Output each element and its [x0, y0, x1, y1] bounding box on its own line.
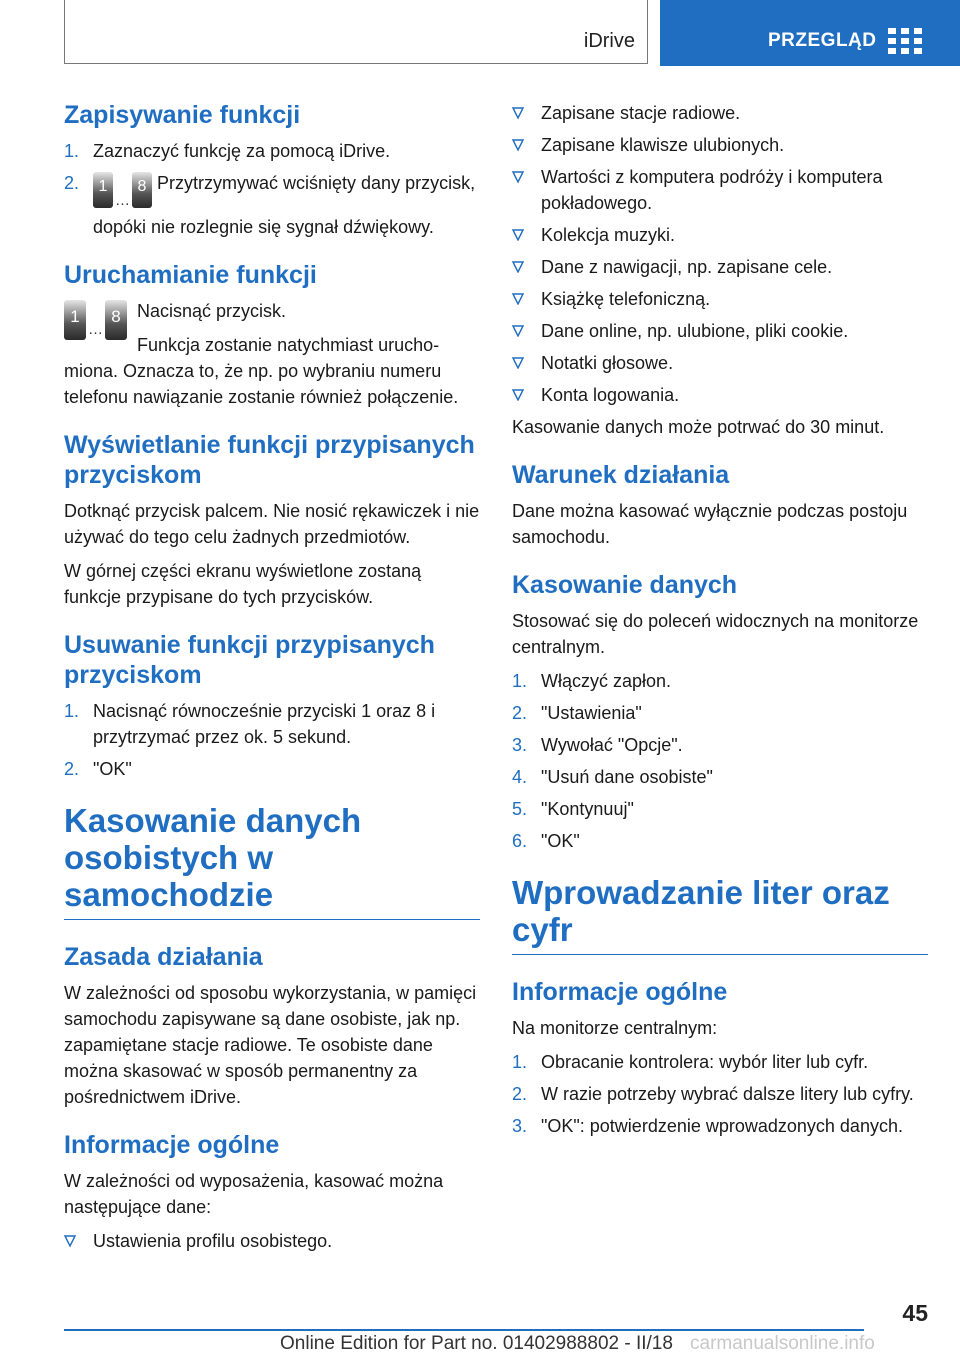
step-number: 1.: [64, 141, 80, 161]
step-number: 2.: [512, 1084, 528, 1104]
list-item: [64, 1228, 480, 1254]
triangle-bullet-icon: [64, 1235, 76, 1247]
list-item: [512, 1113, 928, 1139]
step-number: 5.: [512, 799, 528, 819]
list-item-text: Notatki głosowe.: [541, 353, 674, 373]
step-text: "OK": [93, 759, 132, 779]
step-text: "Ustawienia": [541, 703, 642, 723]
step-text: "OK": potwierdzenie wprowadzonych danych.: [541, 1116, 903, 1136]
section-title: Informacje ogólne: [64, 1131, 280, 1159]
list-item: [512, 350, 928, 376]
paragraph: W górnej części ekranu wyświetlone zostaną funkcje przypisane do tych przycisków.: [64, 561, 422, 607]
step-text: "Kontynuuj": [541, 799, 634, 819]
list-item-text: Dane z nawigacji, np. zapisane cele.: [541, 257, 833, 277]
list-item-text: Zapisane stacje radiowe.: [541, 103, 741, 123]
triangle-bullet-icon: [512, 293, 524, 305]
list-item: [64, 698, 480, 750]
paragraph: Na monitorze centralnym:: [512, 1018, 718, 1038]
triangle-bullet-icon: [512, 389, 524, 401]
triangle-bullet-icon: [512, 171, 524, 183]
ellipsis: …: [88, 321, 103, 339]
steps-list: [512, 1049, 928, 1139]
list-item-text: Zapisane klawisze ulubionych.: [541, 135, 785, 155]
step-number: 2.: [512, 703, 528, 723]
overview-tab-label: PRZEGLĄD: [768, 30, 877, 51]
paragraph: Funkcja zostanie natychmiast uruchomiona. Oznacza to, że np. po wybraniu numeru telefonu nawiązanie zostanie również połączenie.: [64, 335, 459, 407]
section-title: Informacje ogólne: [512, 978, 728, 1006]
paragraph: Stosować się do poleceń widocznych na monitorze centralnym.: [512, 611, 919, 657]
key-8-icon: 8: [132, 172, 152, 208]
triangle-bullet-icon: [512, 261, 524, 273]
list-item: [512, 132, 928, 158]
list-item: [512, 164, 928, 216]
section-principle: [64, 942, 480, 1110]
step-text: W razie potrzeby wybrać dalsze litery lub cyfry.: [541, 1084, 914, 1104]
step-number: 1.: [64, 701, 80, 721]
step-text: Włączyć zapłon.: [541, 671, 672, 691]
paragraph: W zależności od wyposażenia, kasować można następujące dane:: [64, 1171, 444, 1217]
section-title: Zapisywanie funkcji: [64, 101, 301, 129]
section-general-info: [512, 977, 928, 1139]
list-item: [512, 700, 928, 726]
step-number: 1.: [512, 1052, 528, 1072]
list-item: [512, 828, 928, 854]
grid-icon: [888, 28, 922, 54]
list-item: [64, 170, 480, 240]
triangle-bullet-icon: [512, 325, 524, 337]
triangle-bullet-icon: [512, 107, 524, 119]
list-item: [512, 318, 928, 344]
steps-list: [64, 138, 480, 240]
step-text: Wywołać "Opcje".: [541, 735, 683, 755]
list-item-text: Ustawienia profilu osobistego.: [93, 1231, 333, 1251]
chapter-title: Wprowadzanie liter oraz cyfr: [512, 874, 928, 955]
section-delete-data: [512, 570, 928, 854]
paragraph: Dotknąć przycisk palcem. Nie nosić rękawiczek i nie używać do tego celu żadnych przedmiotów.: [64, 501, 480, 547]
list-item: [512, 222, 928, 248]
section-title: Warunek działania: [512, 461, 730, 489]
list-item: [512, 796, 928, 822]
step-number: 4.: [512, 767, 528, 787]
list-item: [512, 732, 928, 758]
step-text: Nacisnąć równocześnie przyciski 1 oraz 8 i przytrzymać przez ok. 5 sekund.: [93, 701, 436, 747]
page-number: 45: [902, 1300, 928, 1326]
section-title: Wyświetlanie funkcji przypisanych przyciskom: [64, 431, 475, 489]
section-condition: [512, 460, 928, 550]
step-number: 6.: [512, 831, 528, 851]
section-title: Zasada działania: [64, 943, 263, 971]
section-title: Uruchamianie funkcji: [64, 261, 317, 289]
list-item: [512, 286, 928, 312]
key-8-icon: 8: [105, 300, 127, 340]
section-run-function: [64, 260, 480, 410]
step-number: 2.: [64, 759, 80, 779]
left-column: [64, 100, 480, 1274]
triangle-bullet-icon: [512, 357, 524, 369]
triangle-bullet-icon: [512, 139, 524, 151]
section-general-info: [64, 1130, 480, 1254]
list-item: [512, 100, 928, 126]
list-item-text: Kolekcja muzyki.: [541, 225, 676, 245]
favorite-keys-icon: [93, 172, 152, 214]
header-section-box: [64, 0, 648, 64]
list-item: [512, 668, 928, 694]
step-text: Obracanie kontrolera: wybór liter lub cyfr.: [541, 1052, 869, 1072]
step-text: Zaznaczyć funkcję za pomocą iDrive.: [93, 141, 391, 161]
list-item: [512, 764, 928, 790]
key-1-icon: 1: [64, 300, 86, 340]
ellipsis: …: [115, 192, 130, 209]
header-section-label: iDrive: [583, 30, 635, 52]
paragraph: Nacisnąć przycisk.: [137, 301, 287, 321]
section-show-assigned: [64, 430, 480, 610]
key-1-icon: 1: [93, 172, 113, 208]
paragraph: Kasowanie danych może potrwać do 30 minut.: [512, 417, 885, 437]
list-item: [512, 254, 928, 280]
bullet-list: [64, 1228, 480, 1254]
chapter-title: Kasowanie danych osobistych w samochodzie: [64, 802, 480, 920]
footer-divider: [64, 1329, 864, 1331]
paragraph: W zależności od sposobu wykorzystania, w pamięci samochodu zapisywane są dane osobiste, jak np. zapamiętane stacje radiowe. Te osobiste dane można skasować w sposób permanentny za pośrednictwem iDrive.: [64, 983, 477, 1107]
list-item-text: Dane online, np. ulubione, pliki cookie.: [541, 321, 849, 341]
footer-edition: Online Edition for Part no. 01402988802 - II/18: [280, 1333, 673, 1354]
list-item: [64, 138, 480, 164]
section-save-function: [64, 100, 480, 240]
step-number: 1.: [512, 671, 528, 691]
section-remove-assigned: [64, 630, 480, 782]
steps-list: [64, 698, 480, 782]
step-number: 3.: [512, 735, 528, 755]
favorite-keys-icon: [64, 300, 127, 340]
list-item: [512, 1081, 928, 1107]
list-item: [512, 382, 928, 408]
section-title: Usuwanie funkcji przypisanych przyciskom: [64, 631, 435, 689]
triangle-bullet-icon: [512, 229, 524, 241]
right-column: [512, 100, 928, 1159]
step-number: 2.: [64, 173, 80, 193]
list-item: [512, 1049, 928, 1075]
watermark: carmanualsonline.info: [690, 1333, 875, 1354]
list-item-text: Konta logowania.: [541, 385, 680, 405]
list-item-text: Książkę telefoniczną.: [541, 289, 711, 309]
steps-list: [512, 668, 928, 854]
step-number: 3.: [512, 1116, 528, 1136]
list-item-text: Wartości z komputera podróży i komputera pokładowego.: [541, 167, 883, 213]
overview-tab[interactable]: [660, 0, 960, 66]
step-text: Przytrzymywać wciśnięty dany przycisk, dopóki nie rozlegnie się sygnał dźwiękowy.: [93, 173, 476, 237]
section-title: Kasowanie danych: [512, 571, 738, 599]
step-text: "Usuń dane osobiste": [541, 767, 713, 787]
step-text: "OK": [541, 831, 580, 851]
list-item: [64, 756, 480, 782]
bullet-list: [512, 100, 928, 408]
paragraph: Dane można kasować wyłącznie podczas postoju samochodu.: [512, 501, 908, 547]
